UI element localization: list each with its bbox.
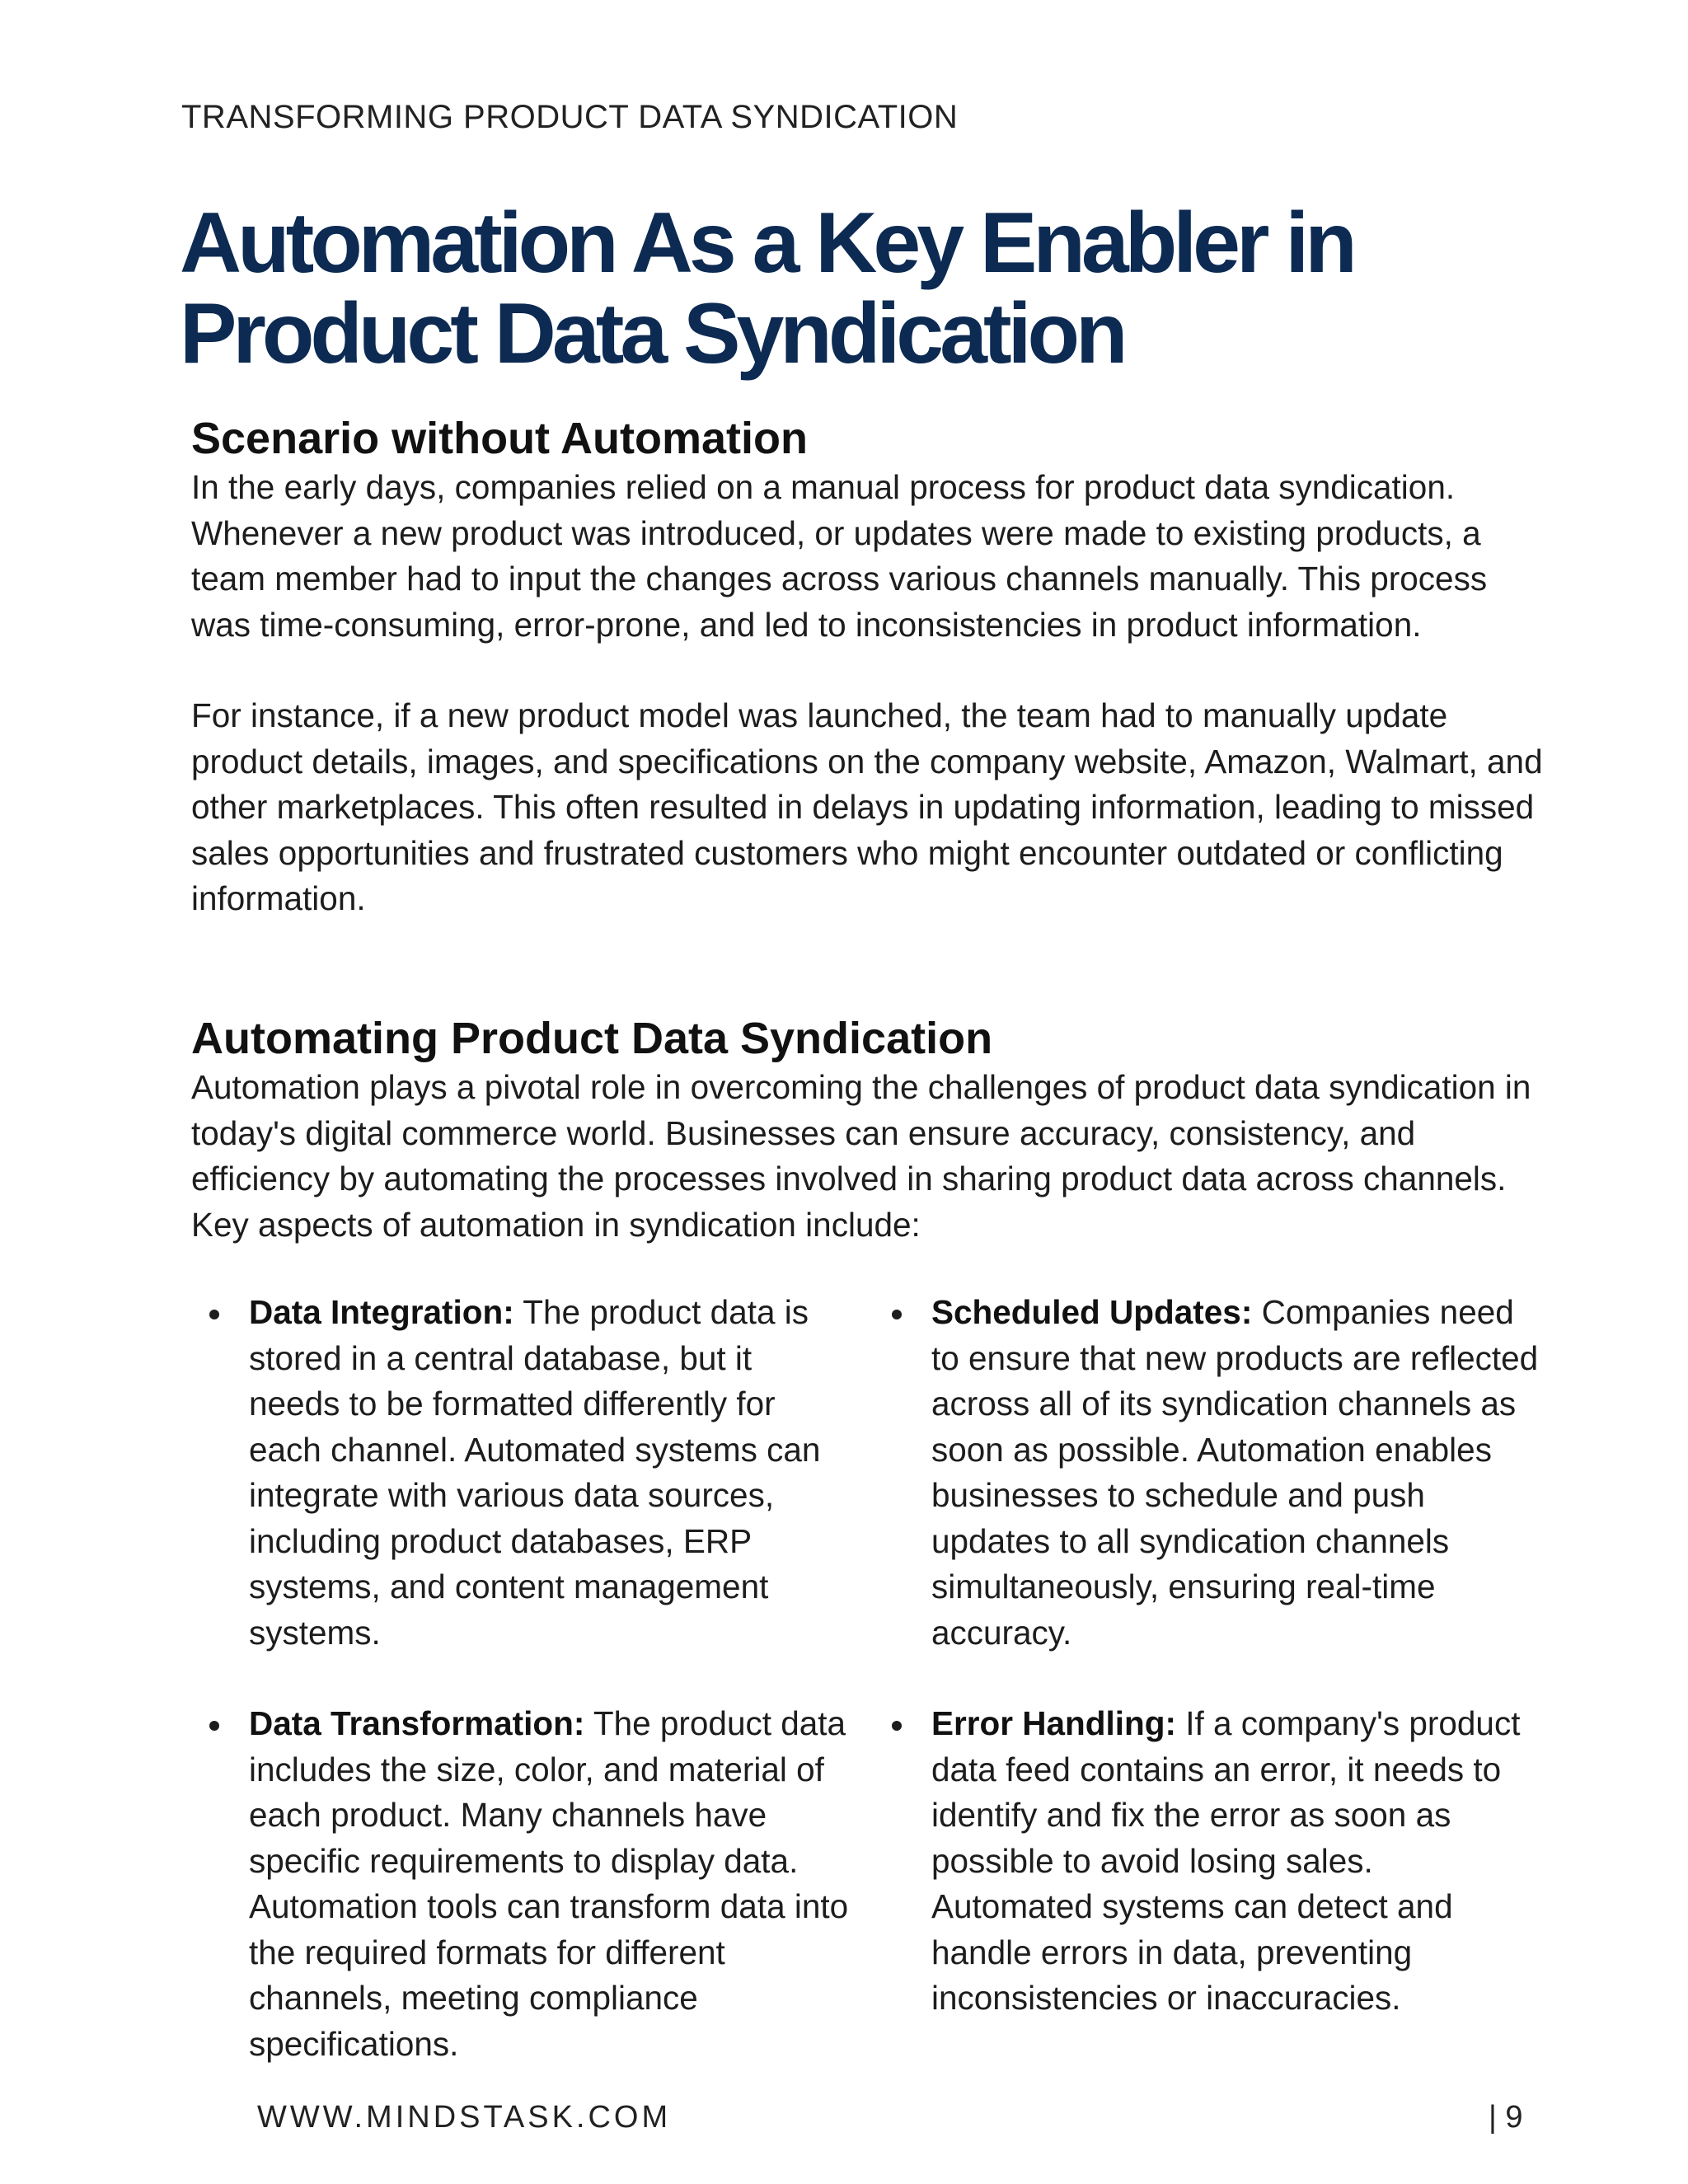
- section-heading: Scenario without Automation: [191, 414, 808, 463]
- section-scenario-without-automation: [191, 412, 1543, 922]
- section-paragraph: For instance, if a new product model was launched, the team had to manually update product details, images, and specifications on the company website, Amazon, Walmart, and other marketplaces. This often resulted in delays in updating information, leading to missed sales opportunities and frustrated customers who might encounter outdated or conflicting information.: [191, 696, 1543, 917]
- bullet-icon: [892, 1310, 902, 1319]
- list-item: [191, 1290, 851, 1656]
- bullet-term: Error Handling:: [931, 1704, 1177, 1742]
- bullet-list-right: [874, 1290, 1541, 2022]
- section-heading: Automating Product Data Syndication: [191, 1014, 993, 1063]
- bullet-list-left: [191, 1290, 851, 2067]
- section-paragraph: Automation plays a pivotal role in overcoming the challenges of product data syndication in today's digital commerce world. Businesses can ensure accuracy, consistency, and efficiency by automating the processes involved in sharing product data across channels. Key aspects of automation in syndication include:: [191, 1068, 1531, 1244]
- section-paragraph: In the early days, companies relied on a manual process for product data syndication. Whenever a new product was introduced, or updates were made to existing products, a team member had to input the changes across various channels manually. This process was time-consuming, error-prone, and led to inconsistencies in product information.: [191, 468, 1488, 644]
- section-automating-syndication: [191, 1012, 1543, 1248]
- bullet-text: The product data includes the size, color, and material of each product. Many channels have specific requirements to display data. Automation tools can transform data into the required formats for different channels, meeting compliance specifications.: [249, 1704, 849, 2063]
- running-header: TRANSFORMING PRODUCT DATA SYNDICATION: [181, 99, 959, 135]
- list-item: [874, 1701, 1541, 2022]
- bullet-text: Companies need to ensure that new products are reflected across all of its syndication channels as soon as possible. Automation enables businesses to schedule and push updates to all syndication channels simultaneously, ensuring real-time accuracy.: [931, 1293, 1539, 1652]
- bullet-term: Scheduled Updates:: [931, 1293, 1253, 1331]
- bullet-icon: [209, 1721, 219, 1731]
- page-title: Automation As a Key Enabler in Product Data Syndication: [180, 195, 1353, 382]
- bullet-text: The product data is stored in a central database, but it needs to be formatted differently for each channel. Automated systems can integrate with various data sources, including product databases, ERP systems, and content management systems.: [249, 1293, 821, 1652]
- footer-website-link[interactable]: WWW.MINDSTASK.COM: [257, 2100, 672, 2135]
- page-number: | 9: [1489, 2100, 1523, 2135]
- bullet-icon: [892, 1721, 902, 1731]
- bullet-term: Data Integration:: [249, 1293, 514, 1331]
- bullet-term: Data Transformation:: [249, 1704, 585, 1742]
- bullet-text: If a company's product data feed contains an error, it needs to identify and fix the error as soon as possible to avoid losing sales. Automated systems can detect and handle errors in data, preventing inconsistencies or inaccuracies.: [931, 1704, 1521, 2017]
- list-item: [191, 1701, 851, 2067]
- bullet-icon: [209, 1310, 219, 1319]
- list-item: [874, 1290, 1541, 1656]
